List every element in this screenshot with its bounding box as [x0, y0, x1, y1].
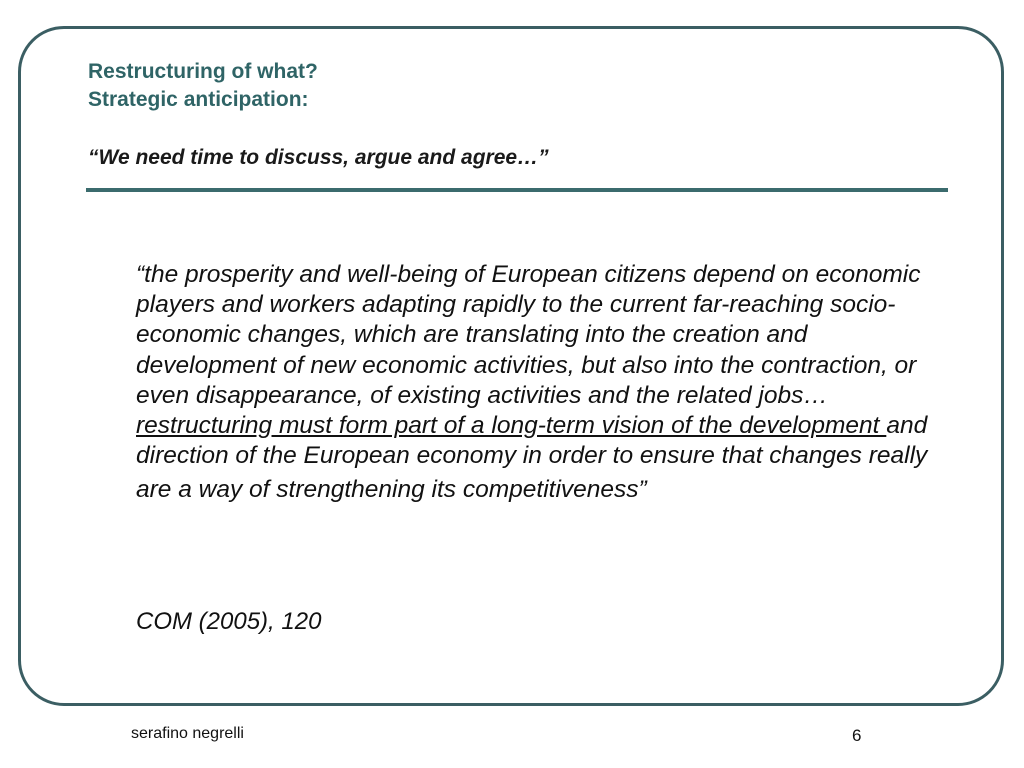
title-line-1: Restructuring of what?: [88, 60, 318, 83]
citation: COM (2005), 120: [136, 608, 322, 635]
quote-text-after: and direction of the European economy in order to ensure that changes really: [136, 412, 928, 470]
title-block: [88, 58, 549, 172]
title-line-2: Strategic anticipation:: [88, 88, 309, 111]
title-divider: [86, 188, 948, 192]
quote-text-underlined: restructuring must form part of a long-term vision of the development: [136, 412, 887, 440]
footer-author: serafino negrelli: [131, 725, 244, 742]
quote-text-before: “the prosperity and well-being of European citizens depend on economic players and workers adapting rapidly to the current far-reaching socio-economic changes, which are translating into the creation and development of new economic activities, but also into the contraction, or even disappearance, of existing activities and the related jobs…: [136, 261, 921, 409]
quote-body: [136, 260, 948, 506]
subtitle-quote: “We need time to discuss, argue and agree…”: [88, 146, 549, 169]
quote-text-last-line: are a way of strengthening its competitiveness”: [136, 476, 647, 504]
page-number: 6: [852, 726, 862, 745]
